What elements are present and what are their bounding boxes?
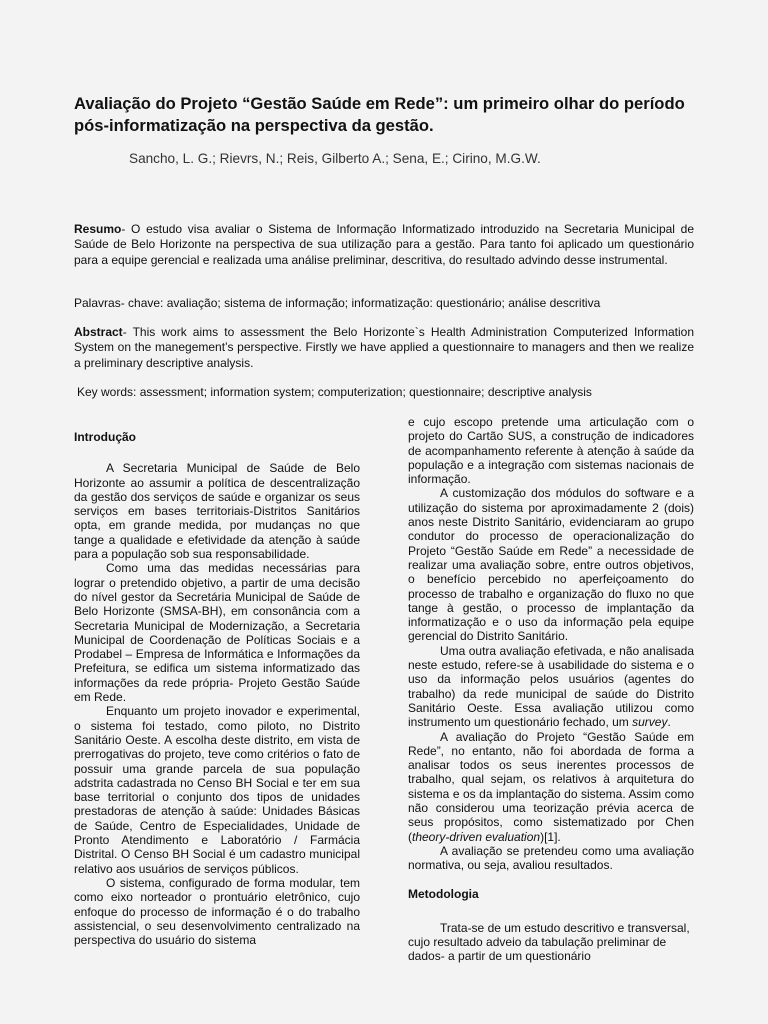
left-column	[74, 430, 360, 947]
body-paragraph: A avaliação se pretendeu como uma avaliação normativa, ou seja, avaliou resultados.	[408, 843, 694, 873]
right-column	[408, 415, 694, 964]
paragraph-text: .	[667, 715, 671, 730]
body-paragraph: Enquanto um projeto inovador e experimental, o sistema foi testado, como piloto, no Distrito Sanitário Oeste. A escolha deste distrito, em vista de prerrogativas do projeto, teve como critérios o fato de possuir uma grande parcela de sua população adstrita cadastrada no Censo BH Social e ter em sua base territorial o conjunto dos tipos de unidades prestadoras de atenção à saúde: Unidades Básicas de Saúde, Centro de Especialidades, Unidade de Pronto Atendimento e Laboratório / Farmácia Distrital. O Censo BH Social é um cadastro municipal relativo aos usuários de serviços públicos.	[74, 704, 360, 876]
body-paragraph: e cujo escopo pretende uma articulação com o projeto do Cartão SUS, a construção de indicadores de acompanhamento referente à atenção à saúde da população e a integração com sistemas nacionais de informação.	[408, 415, 694, 487]
body-paragraph: Como uma das medidas necessárias para lograr o pretendido objetivo, a partir de uma decisão do nível gestor da Secretária Municipal de Saúde de Belo Horizonte (SMSA-BH), em consonância com a Secretaria Municipal de Modernização, a Secretaria Municipal de Coordenação de Políticas Sociais e a Prodabel – Empresa de Informática e Informações da Prefeitura, se edifica um sistema informatizado das informações da rede própria- Projeto Gestão Saúde em Rede.	[74, 561, 360, 705]
resumo-label: Resumo	[74, 222, 122, 236]
resumo-paragraph	[74, 222, 694, 268]
paragraph-text: A avaliação do Projeto “Gestão Saúde em Rede”, no entanto, não foi abordada de forma a analisar todos os seus inerentes processos de trabalho, qual sejam, os relativos à arquitetura do sistema e os da implantação do sistema. Assim como não considerou uma teorização prévia acerca de seus propósitos, como sistematizado por Chen (	[408, 729, 694, 844]
theory-term: theory-driven evaluation	[412, 829, 541, 844]
survey-term: survey	[632, 715, 668, 730]
key-words: Key words: assessment; information system; computerization; questionnaire; descriptive analysis	[77, 385, 592, 399]
body-paragraph: Trata-se de um estudo descritivo e transversal, cujo resultado adveio da tabulação preliminar de dados- a partir de um questionário	[408, 920, 690, 964]
resumo-text: - O estudo visa avaliar o Sistema de Informação Informatizado introduzido na Secretaria Municipal de Saúde de Belo Horizonte na perspectiva de sua utilização para a gestão. Para tanto foi aplicado um questionário para a equipe gerencial e realizada uma análise preliminar, descritiva, do resultado advindo desse instrumental.	[74, 222, 694, 267]
abstract-paragraph	[74, 325, 694, 371]
abstract-label: Abstract	[74, 325, 123, 339]
palavras-chave: Palavras- chave: avaliação; sistema de informação; informatização: questionário; análise descritiva	[74, 296, 601, 310]
body-paragraph: A Secretaria Municipal de Saúde de Belo Horizonte ao assumir a política de descentralização da gestão dos serviços de saúde e organizar os seus serviços em bases territoriais-Distritos Sanitários opta, em grande medida, por mudanças no que tange a qualidade e efetividade da atenção à saúde para a população sob sua responsabilidade.	[74, 461, 360, 562]
section-heading-introducao: Introdução	[74, 430, 136, 444]
body-paragraph: O sistema, configurado de forma modular, tem como eixo norteador o prontuário eletrônico, cujo enfoque do processo de informação é o do trabalho assistencial, o seu desenvolvimento centralizado na perspectiva do usuário do sistema	[74, 875, 360, 948]
paragraph-text: Uma outra avaliação efetivada, e não analisada neste estudo, refere-se à usabilidade do sistema e o uso da informação pelos usuários (agentes do trabalho) da rede municipal de saúde do Distrito Sanitário Oeste. Essa avaliação utilizou como instrumento um questionário fechado, um	[408, 643, 694, 730]
body-paragraph: A customização dos módulos do software e a utilização do sistema por aproximadamente 2 (dois) anos neste Distrito Sanitário, evidenciaram ao grupo condutor do processo de operacionalização do Projeto “Gestão Saúde em Rede” a necessidade de realizar uma avaliação sobre, entre outros objetivos, o benefício percebido no aperfeiçoamento do processo de trabalho e organização do fluxo no que tange à gestão, o processo de implantação da informatização e o uso da informação pela equipe gerencial do Distrito Sanitário.	[408, 486, 694, 644]
author-list: Sancho, L. G.; Rievrs, N.; Reis, Gilberto A.; Sena, E.; Cirino, M.G.W.	[129, 151, 541, 166]
abstract-text: - This work aims to assessment the Belo Horizonte`s Health Administration Computerized Information System on the manegement’s perspective. Firstly we have applied a questionnaire to managers and then we realize a preliminary descriptive analysis.	[74, 325, 694, 370]
body-paragraph	[408, 730, 694, 844]
section-heading-metodologia: Metodologia	[408, 886, 479, 901]
body-paragraph	[408, 644, 694, 730]
citation-ref: )[1].	[540, 829, 561, 844]
paper-title: Avaliação do Projeto “Gestão Saúde em Rede”: um primeiro olhar do período pós-informatização na perspectiva da gestão.	[74, 94, 685, 135]
